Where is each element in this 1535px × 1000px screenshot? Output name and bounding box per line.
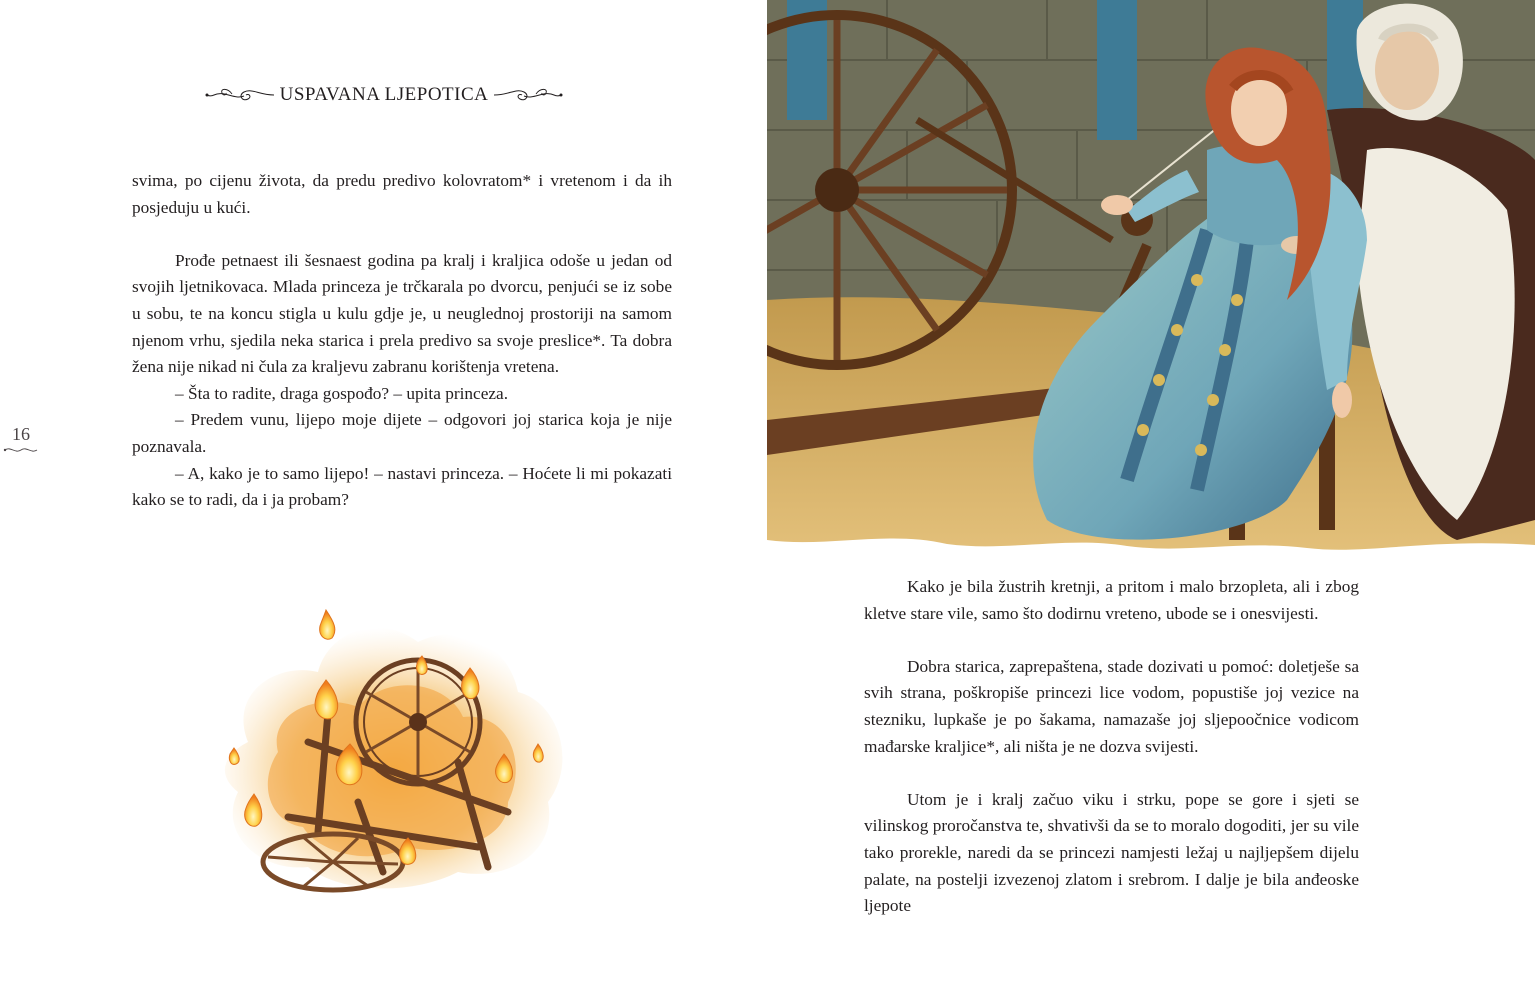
left-flourish-ornament [204,84,276,106]
paragraph: Utom je i kralj začuo viku i strku, pope se gore i sjeti se vilinskog proročanstva te, shvativši da se to moralo dogoditi, jer su vile tako prorekle, naredi da se princezi namjesti ležaj u najljepšem dijelu palate, na postelji izvezenoj zlatom i srebrom. I dalje je bila anđeoske ljepote [864,789,1359,916]
paragraph: svima, po cijenu života, da predu predivo kolovratom* i vretenom i da ih posjeduju u kući. [132,171,672,217]
dialogue-line: – Predem vunu, lijepo moje dijete – odgovori joj starica koja je nije poznavala. [132,410,672,456]
dialogue-line: – A, kako je to samo lijepo! – nastavi princeza. – Hoćete li mi pokazati kako se to radi, da i ja probam? [132,463,672,510]
running-header [204,80,564,110]
page-number-flourish [3,445,39,455]
sleeping-princess-spinning-wheel-illustration [767,0,1535,552]
page-number-text: 16 [12,424,30,444]
left-page [0,0,767,1000]
right-page-body-text [864,574,1359,920]
paragraph-gap [864,760,1359,787]
paragraph: Kako je bila žustrih kretnji, a pritom i malo brzopleta, ali i zbog kletve stare vile, samo što dodirnu vreteno, ubode se i onesvijesti. [864,577,1359,623]
paragraph: Prođe petnaest ili šesnaest godina pa kralj i kraljica odoše u jedan od svojih ljetnikovaca. Mlada princeza je trčkarala po dvorcu, penjući se iz sobe u sobu, te na koncu stigla u kulu gdje je, u neuglednoj prostoriji na samom njenom vrhu, sjedila neka starica i prela predivo sa svoje preslice*. Ta dobra žena nije nikad ni čula za kraljevu zabranu korištenja vretena. [132,250,672,377]
paragraph-gap [132,221,672,248]
page-number [3,424,39,455]
paragraph-gap [864,627,1359,654]
paragraph: Dobra starica, zaprepaštena, stade dozivati u pomoć: doletješe sa svih strana, poškropiše princezi lice vodom, popustiše joj vezice na stezniku, lupkaše je po šakama, namazaše joj sljepoočnice vodicom mađarske kraljice*, ali ništa je ne dozva svijesti. [864,656,1359,756]
right-flourish-ornament [492,84,564,106]
burning-spinning-wheel-illustration [208,602,580,902]
right-page [767,0,1535,1000]
left-page-body-text [132,168,672,514]
book-title-header: USPAVANA LJEPOTICA [279,84,489,105]
dialogue-line: – Šta to radite, draga gospođo? – upita princeza. [175,383,509,403]
